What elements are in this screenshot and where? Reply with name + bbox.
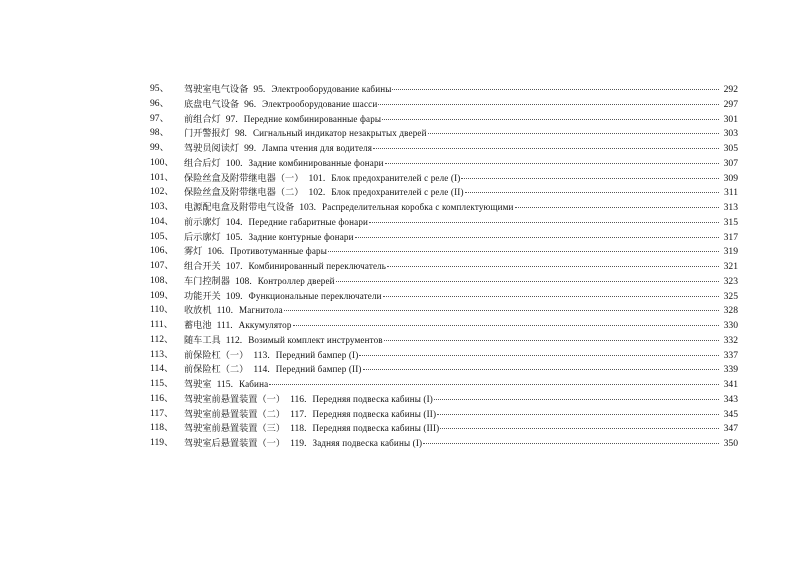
toc-entry-title-russian: Задние контурные фонари [248, 231, 354, 242]
toc-entry-title-russian: Противотуманные фары [230, 246, 327, 257]
toc-entry-section-number: 111. [216, 320, 233, 331]
toc-entry-title-russian: Лампа чтения для водителя [262, 143, 373, 153]
toc-entry-number: 98、 [150, 127, 170, 139]
toc-entry-title-chinese: 雾灯 [184, 246, 203, 258]
toc-entry-body [184, 200, 738, 216]
toc-entry-title-chinese: 电源配电盒及附带电气设备 [184, 202, 295, 213]
toc-entry-body [184, 156, 738, 172]
toc-entry-number: 118、 [150, 422, 174, 434]
toc-entry[interactable] [150, 82, 738, 97]
toc-entry-body [184, 141, 738, 157]
toc-entry-title-chinese: 后示廓灯 [184, 231, 221, 243]
toc-entry-section-number: 110. [216, 305, 233, 317]
dot-leader [461, 178, 719, 179]
toc-entry-title-chinese: 功能开关 [184, 290, 221, 302]
dot-leader [440, 428, 719, 429]
toc-entry-number: 110、 [150, 304, 174, 316]
toc-entry-title-russian: Контроллер дверей [257, 275, 335, 286]
toc-entry-number: 96、 [150, 97, 170, 109]
toc-entry-page-number: 315 [723, 216, 738, 228]
toc-entry-title-russian: Передние габаритные фонари [248, 216, 369, 227]
toc-entry-page-number: 330 [723, 320, 738, 331]
toc-entry-title-chinese: 驾驶室前悬置装置（三） [184, 423, 286, 435]
toc-entry-section-number: 107. [225, 261, 243, 272]
toc-entry-page-number: 328 [723, 305, 738, 317]
toc-entry-title-russian: Функциональные переключатели [248, 290, 382, 301]
toc-entry-title-russian: Передняя подвеска кабины (II) [312, 408, 437, 419]
toc-entry-title-russian: Распределительная коробка с комплектующими [322, 202, 514, 212]
toc-entry[interactable] [150, 215, 738, 230]
toc-entry-body [184, 348, 738, 364]
toc-entry-body [184, 97, 738, 113]
toc-entry-body [184, 407, 738, 423]
toc-entry-title-russian: Блок предохранителей с реле (II) [331, 187, 464, 198]
dot-leader [437, 414, 719, 415]
dot-leader [378, 104, 719, 105]
toc-entry-section-number: 108. [234, 275, 252, 287]
toc-entry-title-chinese: 驾驶室前悬置装置（一） [184, 393, 286, 405]
toc-entry-number: 108、 [150, 274, 174, 286]
toc-entry-page-number: 343 [723, 393, 738, 405]
toc-entry-number: 105、 [150, 230, 174, 242]
toc-entry-title-russian: Электрооборудование кабины [271, 84, 392, 94]
toc-entry-number: 102、 [150, 186, 174, 198]
toc-entry[interactable] [150, 244, 738, 259]
toc-entry-title-russian: Аккумулятор [238, 320, 292, 330]
toc-entry-body [184, 289, 738, 305]
toc-entry-page-number: 341 [723, 379, 738, 390]
toc-entry-number: 116、 [150, 392, 174, 404]
toc-entry-title-chinese: 驾驶室前悬置装置（二） [184, 408, 286, 420]
toc-entry[interactable] [150, 407, 738, 422]
toc-entry-section-number: 103. [299, 202, 317, 213]
toc-entry-page-number: 337 [723, 349, 738, 361]
toc-entry-body [184, 259, 738, 275]
toc-entry[interactable] [150, 156, 738, 171]
toc-entry-page-number: 311 [723, 187, 738, 199]
toc-entry[interactable] [150, 274, 738, 289]
toc-entry-section-number: 98. [234, 128, 247, 140]
toc-entry-title-chinese: 组合后灯 [184, 157, 221, 169]
dot-leader [428, 133, 719, 134]
toc-entry-section-number: 116. [290, 393, 307, 405]
toc-entry-title-russian: Комбинированный переключатель [248, 261, 387, 271]
dot-leader [384, 340, 719, 341]
toc-entry-title-russian: Блок предохранителей с реле (I) [331, 172, 461, 183]
toc-entry-page-number: 305 [723, 143, 738, 154]
toc-entry[interactable] [150, 333, 738, 348]
toc-entry-page-number: 309 [723, 172, 738, 184]
toc-entry[interactable] [150, 259, 738, 274]
toc-entry-title-chinese: 车门控制器 [184, 275, 230, 287]
toc-entry-page-number: 301 [723, 113, 738, 125]
toc-entry-title-chinese: 前组合灯 [184, 113, 221, 125]
toc-entry-number: 107、 [150, 260, 174, 271]
toc-entry-section-number: 100. [225, 157, 243, 169]
dot-leader [387, 266, 719, 267]
toc-entry-body [184, 230, 738, 246]
toc-entry-title-chinese: 驾驶室电气设备 [184, 84, 249, 95]
toc-entry-section-number: 112. [225, 334, 243, 346]
toc-entry[interactable] [150, 303, 738, 318]
toc-entry-section-number: 102. [308, 187, 326, 199]
dot-leader [423, 443, 719, 444]
table-of-contents [150, 82, 738, 451]
toc-entry-title-russian: Передний бампер (II) [275, 364, 362, 375]
toc-entry-body [184, 185, 738, 201]
toc-entry-title-russian: Возимый комплект инструментов [248, 334, 383, 345]
toc-entry[interactable] [150, 421, 738, 436]
dot-leader [392, 89, 719, 90]
toc-entry-title-chinese: 保险丝盒及附带继电器（一） [184, 172, 304, 184]
dot-leader [434, 399, 719, 400]
dot-leader [359, 355, 719, 356]
toc-entry-number: 113、 [150, 348, 174, 360]
dot-leader [373, 148, 719, 149]
toc-entry-title-russian: Передний бампер (I) [275, 349, 359, 360]
toc-entry[interactable] [150, 97, 738, 112]
toc-entry-page-number: 339 [723, 364, 738, 376]
dot-leader [369, 222, 719, 223]
dot-leader [293, 325, 719, 326]
dot-leader [284, 310, 719, 311]
toc-entry-page-number: 313 [723, 202, 738, 213]
toc-entry-number: 103、 [150, 201, 174, 212]
toc-entry-page-number: 319 [723, 246, 738, 258]
toc-entry[interactable] [150, 392, 738, 407]
toc-entry-section-number: 117. [290, 408, 307, 420]
toc-entry-number: 97、 [150, 112, 170, 124]
toc-entry-page-number: 321 [723, 261, 738, 272]
toc-entry-section-number: 115. [216, 379, 233, 390]
toc-entry-page-number: 345 [723, 408, 738, 420]
toc-entry[interactable] [150, 377, 738, 392]
toc-entry-section-number: 118. [290, 423, 307, 435]
toc-entry[interactable] [150, 348, 738, 363]
dot-leader [515, 207, 719, 208]
toc-entry-title-chinese: 蓄电池 [184, 320, 212, 331]
toc-entry-body [184, 333, 738, 349]
toc-entry[interactable] [150, 126, 738, 141]
toc-entry-title-russian: Передняя подвеска кабины (I) [312, 393, 433, 404]
toc-entry-section-number: 105. [225, 231, 243, 243]
dot-leader [336, 281, 719, 282]
toc-entry-section-number: 99. [244, 143, 257, 154]
toc-entry-body [184, 303, 738, 319]
toc-entry-title-chinese: 前保险杠（二） [184, 364, 249, 376]
toc-entry[interactable] [150, 112, 738, 127]
toc-entry-section-number: 109. [225, 290, 243, 302]
toc-entry-title-russian: Передняя подвеска кабины (III) [312, 423, 440, 434]
toc-entry-body [184, 436, 738, 452]
toc-entry-body [184, 274, 738, 290]
toc-entry-title-chinese: 门开警报灯 [184, 128, 230, 140]
toc-entry-number: 109、 [150, 289, 174, 301]
toc-entry-body [184, 244, 738, 260]
toc-entry-page-number: 292 [723, 84, 738, 95]
toc-entry-number: 115、 [150, 378, 174, 389]
toc-entry-body [184, 215, 738, 231]
toc-entry-page-number: 297 [723, 98, 738, 110]
toc-entry-section-number: 104. [225, 216, 243, 228]
toc-entry-page-number: 303 [723, 128, 738, 140]
toc-entry-title-russian: Сигнальный индикатор незакрытых дверей [252, 128, 427, 139]
dot-leader [355, 237, 719, 238]
toc-entry-page-number: 347 [723, 423, 738, 435]
toc-entry-body [184, 112, 738, 128]
toc-entry-section-number: 95. [253, 84, 266, 95]
toc-entry-body [184, 171, 738, 187]
toc-entry-number: 111、 [150, 319, 174, 330]
toc-entry-title-chinese: 保险丝盒及附带继电器（二） [184, 187, 304, 199]
dot-leader [385, 163, 719, 164]
toc-entry-number: 101、 [150, 171, 174, 183]
toc-entry[interactable] [150, 141, 738, 156]
toc-entry-section-number: 119. [290, 438, 307, 449]
toc-entry-title-russian: Кабина [239, 379, 269, 389]
toc-entry-number: 117、 [150, 407, 174, 419]
toc-entry-title-chinese: 随车工具 [184, 334, 221, 346]
toc-entry-body [184, 126, 738, 142]
toc-entry-number: 99、 [150, 142, 170, 153]
toc-entry-title-russian: Электрооборудование шасси [262, 98, 378, 109]
toc-entry[interactable] [150, 200, 738, 215]
toc-entry-title-russian: Задняя подвеска кабины (I) [312, 438, 423, 448]
toc-entry[interactable] [150, 436, 738, 451]
toc-entry-title-chinese: 驾驶室后悬置装置（一） [184, 438, 286, 449]
toc-entry-page-number: 323 [723, 275, 738, 287]
toc-entry-number: 104、 [150, 215, 174, 227]
toc-entry-number: 114、 [150, 363, 174, 375]
toc-entry-number: 95、 [150, 83, 170, 94]
toc-entry-title-chinese: 前示廓灯 [184, 216, 221, 228]
toc-entry-title-russian: Задние комбинированные фонари [248, 157, 384, 168]
toc-entry[interactable] [150, 289, 738, 304]
toc-entry-title-chinese: 底盘电气设备 [184, 98, 240, 110]
toc-entry-body [184, 377, 738, 393]
toc-entry[interactable] [150, 230, 738, 245]
dot-leader [465, 192, 719, 193]
toc-entry[interactable] [150, 171, 738, 186]
toc-entry-body [184, 392, 738, 408]
toc-entry-title-russian: Магнитола [239, 305, 283, 316]
toc-entry-body [184, 421, 738, 437]
toc-entry-body [184, 82, 738, 98]
toc-entry-body [184, 318, 738, 334]
toc-entry-title-chinese: 驾驶员阅读灯 [184, 143, 240, 154]
toc-entry-section-number: 113. [253, 349, 270, 361]
dot-leader [328, 251, 719, 252]
toc-entry-section-number: 114. [253, 364, 270, 376]
toc-entry-title-chinese: 收放机 [184, 305, 212, 317]
dot-leader [383, 296, 719, 297]
toc-entry-body [184, 362, 738, 378]
toc-entry-page-number: 307 [723, 157, 738, 169]
toc-entry[interactable] [150, 185, 738, 200]
toc-entry-section-number: 106. [207, 246, 225, 258]
toc-entry-title-russian: Передние комбинированные фары [243, 113, 382, 124]
toc-entry-section-number: 97. [225, 113, 238, 125]
toc-entry-number: 106、 [150, 245, 174, 257]
toc-entry-title-chinese: 组合开关 [184, 261, 221, 272]
toc-entry-page-number: 332 [723, 334, 738, 346]
toc-entry-page-number: 350 [723, 438, 738, 449]
dot-leader [382, 119, 719, 120]
toc-entry[interactable] [150, 318, 738, 333]
dot-leader [269, 384, 719, 385]
toc-entry[interactable] [150, 362, 738, 377]
toc-entry-section-number: 101. [308, 172, 326, 184]
dot-leader [363, 369, 719, 370]
toc-entry-page-number: 317 [723, 231, 738, 243]
toc-entry-number: 119、 [150, 437, 174, 448]
toc-entry-section-number: 96. [244, 98, 257, 110]
toc-entry-title-chinese: 驾驶室 [184, 379, 212, 390]
toc-entry-number: 112、 [150, 333, 174, 345]
toc-entry-title-chinese: 前保险杠（一） [184, 349, 249, 361]
toc-entry-number: 100、 [150, 156, 174, 168]
toc-entry-page-number: 325 [723, 290, 738, 302]
